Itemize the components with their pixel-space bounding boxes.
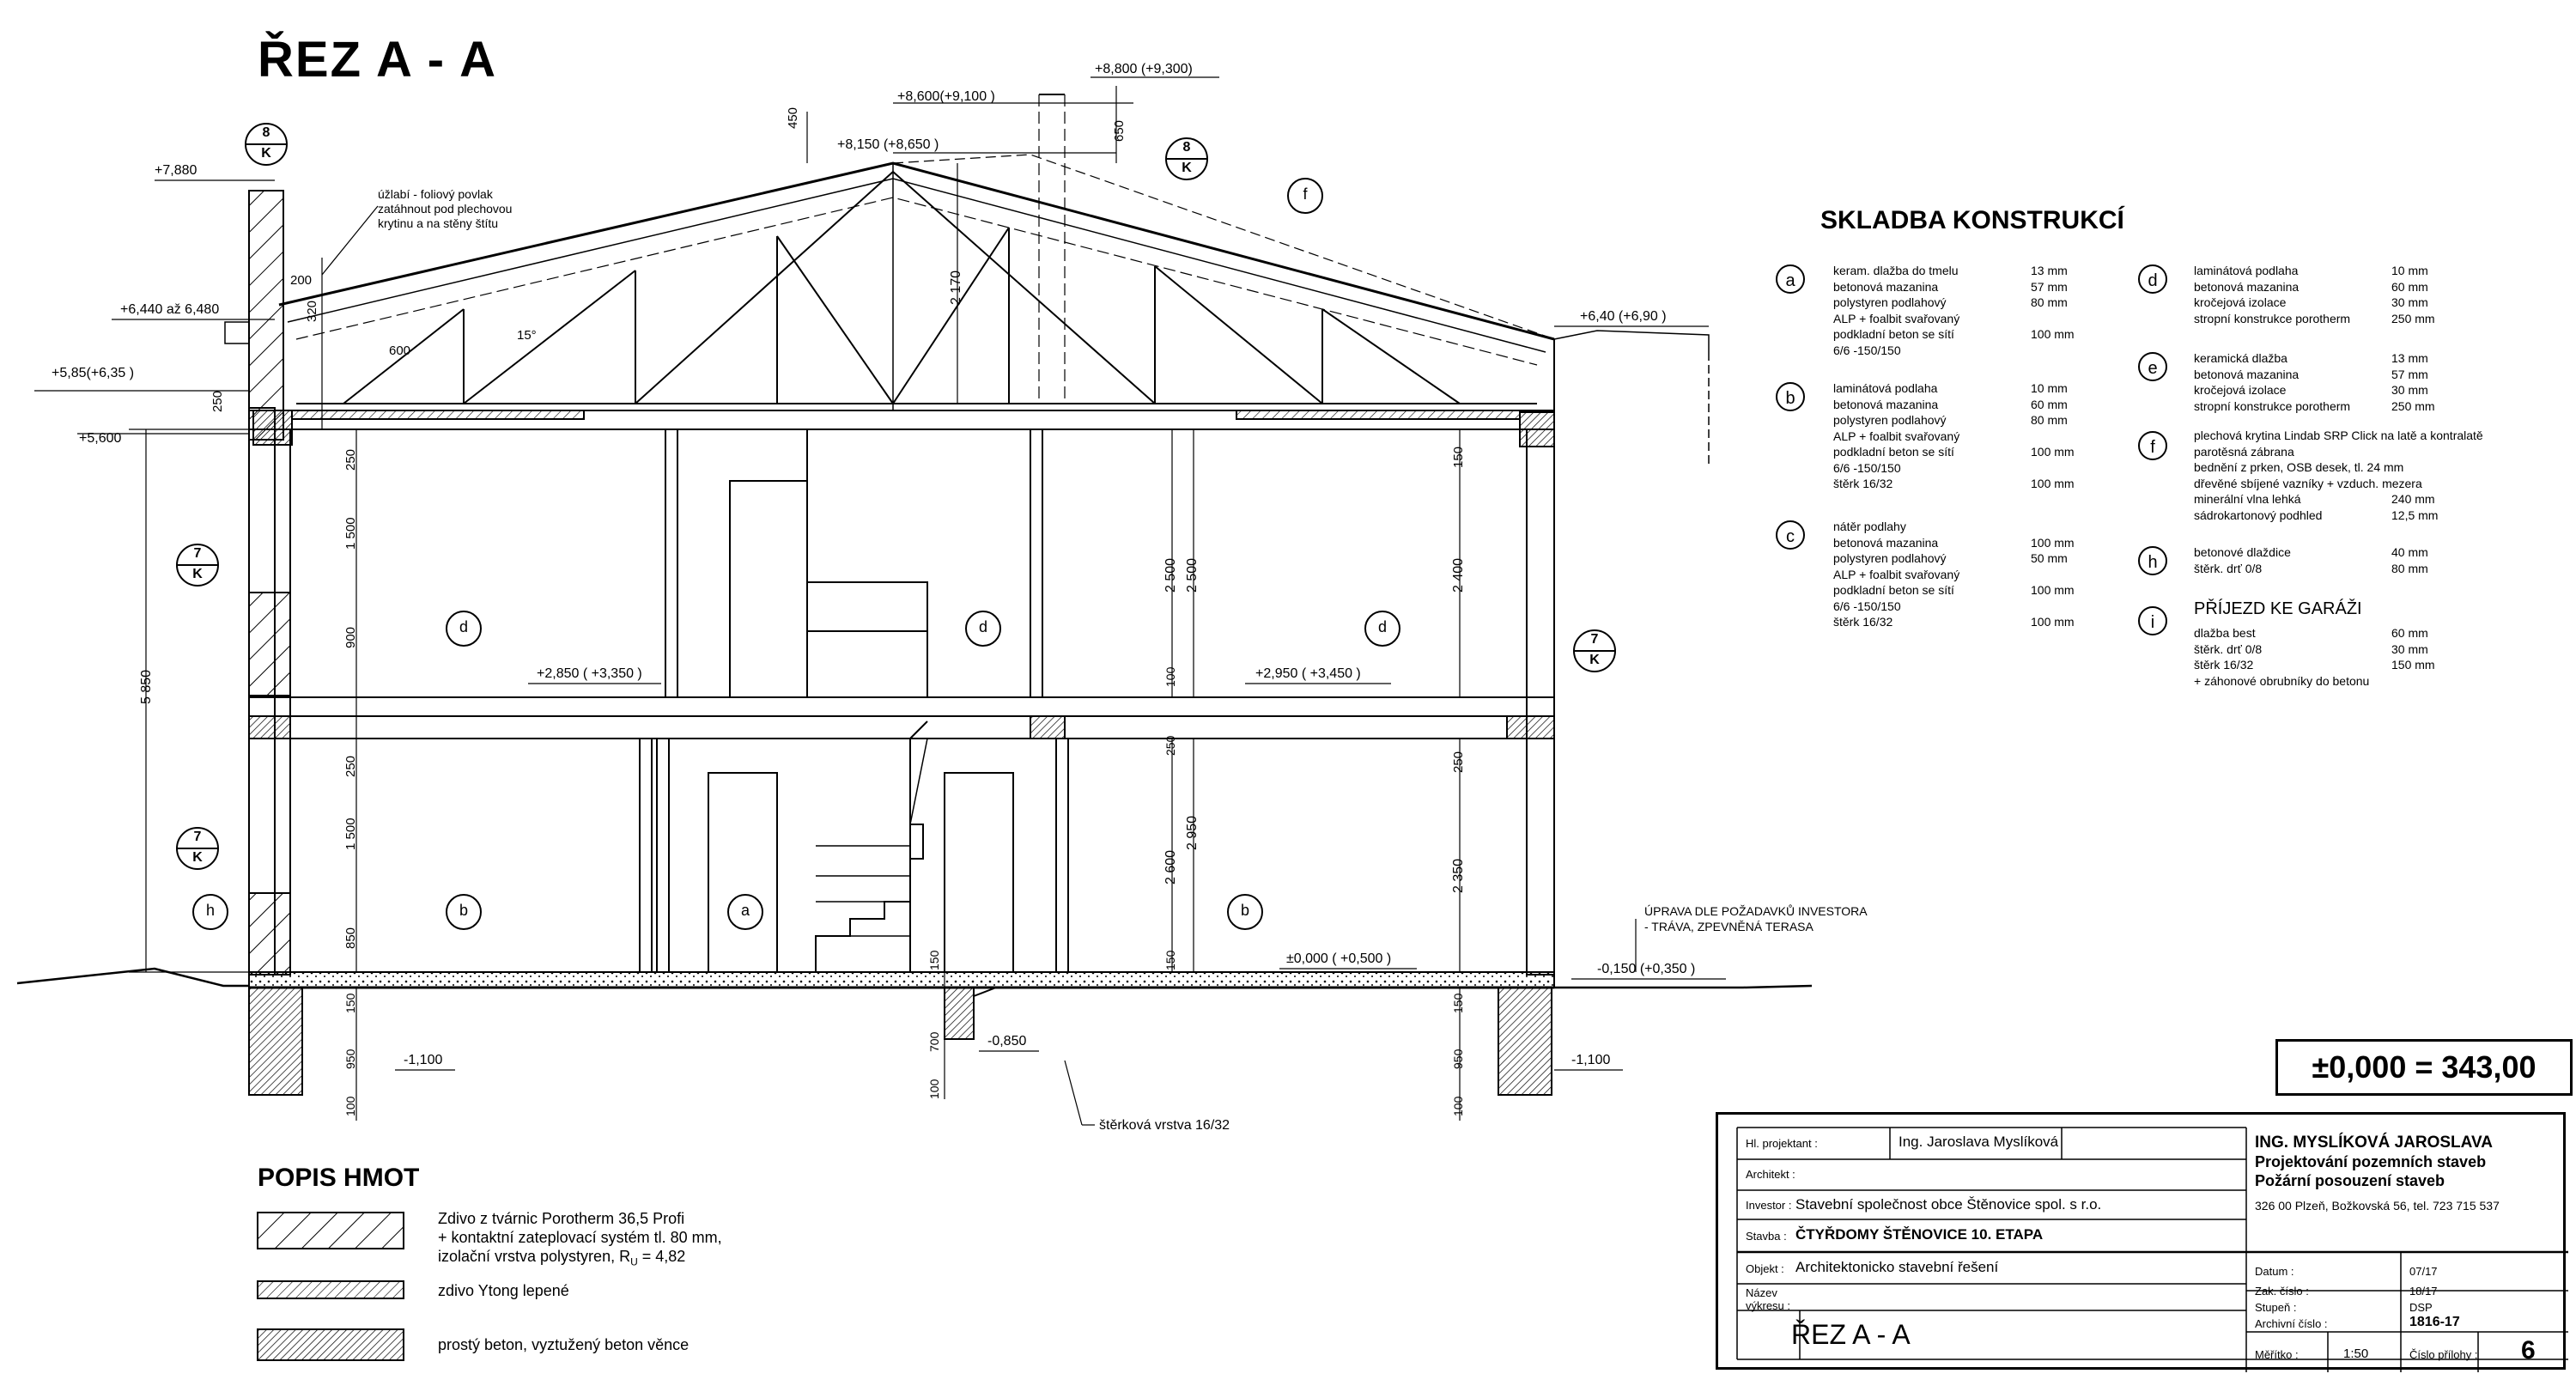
section-mark-2-num: 8 <box>1182 140 1191 155</box>
sk-block-c: nátěr podlahy betonová mazanina 100 mm polystyren podlahový 50 mm ALP + foalbit svařovaný podkladní beton se sítí 100 mm 6/6 -150/150 štěrk 16/32 100 mm <box>1833 520 2075 629</box>
archiv-value: 1816-17 <box>2409 1315 2460 1329</box>
objekt-label: Objekt : <box>1746 1262 1784 1275</box>
sk-tag-i: i <box>2138 606 2167 635</box>
level-floor1: ±0,000 ( +0,500 ) <box>1286 951 1392 966</box>
stupen-value: DSP <box>2409 1301 2433 1314</box>
nazev-label: Název výkresu : <box>1746 1286 1791 1312</box>
dim-2500-b: 2 500 <box>1185 557 1200 593</box>
dim-150-r: 150 <box>1451 446 1466 468</box>
level-chimney-top: +8,800 (+9,300) <box>1095 62 1193 76</box>
wall-left-lower-hatch <box>249 893 290 975</box>
dim-150-l: 150 <box>343 993 357 1013</box>
sk-heading-i: PŘÍJEZD KE GARÁŽI <box>2194 599 2362 618</box>
terrain-left <box>17 969 249 986</box>
section-mark-3-letter: K <box>192 567 203 581</box>
stair <box>816 824 923 972</box>
dim-2170: 2 170 <box>949 270 963 305</box>
dim-850: 850 <box>343 927 358 949</box>
wall-left-upper-hatch <box>249 593 290 696</box>
room-tag-a: a <box>740 902 750 919</box>
dim-600: 600 <box>389 343 411 358</box>
door-lower-1 <box>708 773 777 972</box>
note-gravel: štěrková vrstva 16/32 <box>1099 1118 1230 1133</box>
level-reference: ±0,000 = 343,00 <box>2275 1039 2573 1096</box>
dim-250-chimney: 250 <box>210 390 225 412</box>
room-tag-f: f <box>1303 185 1308 203</box>
zak-label: Zak. číslo : <box>2255 1285 2309 1298</box>
objekt-value: Architektonicko stavební řešení <box>1795 1259 1999 1275</box>
level-found-left: -1,100 <box>404 1053 443 1067</box>
stair-rail-upper <box>807 582 927 697</box>
level-floor2-left: +2,850 ( +3,350 ) <box>537 666 642 681</box>
dim-150-mid: 150 <box>1163 950 1177 970</box>
level-6440: +6,440 až 6,480 <box>120 302 220 317</box>
meritko-value: 1:50 <box>2343 1346 2369 1361</box>
section-mark-4-letter: K <box>192 850 203 865</box>
dim-150-r2: 150 <box>1451 993 1465 1013</box>
legend-swatch-porotherm <box>258 1213 404 1249</box>
dim-angle: 15° <box>517 328 537 343</box>
sk-tag-h: h <box>2138 546 2167 575</box>
sk-tag-d: d <box>2138 264 2167 294</box>
sk-block-b: laminátová podlaha 10 mm betonová mazanina 60 mm polystyren podlahový 80 mm ALP + foalbit svařovaný podkladní beton se sítí 100 mm 6/6 -150/150 štěrk 16/32 100 mm <box>1833 381 2075 490</box>
sk-tag-f: f <box>2138 431 2167 460</box>
investor-value: Stavební společnost obce Štěnovice spol. s r.o. <box>1795 1196 2102 1213</box>
level-found-mid: -0,850 <box>987 1034 1027 1049</box>
hl-projektant-label: Hl. projektant : <box>1746 1137 1818 1150</box>
sk-block-d: laminátová podlaha 10 mm betonová mazanina 60 mm kročejová izolace 30 mm stropní konstrukce porotherm 250 mm <box>2194 264 2435 325</box>
archiv-label: Archivní číslo : <box>2255 1317 2328 1330</box>
room-tags <box>193 179 1400 929</box>
hl-projektant-value: Ing. Jaroslava Myslíková <box>1899 1134 2059 1150</box>
sk-tag-a: a <box>1776 264 1805 294</box>
sk-block-h: betonové dlaždice 40 mm štěrk. drť 0/8 80 mm <box>2194 545 2428 575</box>
legend-item-porotherm: Zdivo z tvárnic Porotherm 36,5 Profi + kontaktní zateplovací systém tl. 80 mm, izolační vrstva polystyren, $R_U = 4,82$ <box>438 1210 722 1268</box>
legend-swatch-concrete <box>258 1329 404 1360</box>
level-found-right: -1,100 <box>1571 1053 1611 1067</box>
level-roof-top: +8,600(+9,100 ) <box>897 89 995 104</box>
ground-slab <box>249 972 1554 988</box>
dim-2400: 2 400 <box>1451 557 1466 593</box>
drawing-title: ŘEZ A - A <box>258 32 497 88</box>
foundation-right <box>1498 988 1552 1095</box>
section-mark-2-letter: K <box>1182 161 1192 175</box>
chimney-left <box>249 191 283 440</box>
firm-line1: Projektování pozemních staveb <box>2255 1153 2487 1170</box>
sk-block-e: keramická dlažba 13 mm betonová mazanina 57 mm kročejová izolace 30 mm stropní konstrukce porotherm 250 mm <box>2194 351 2435 413</box>
level-585: +5,85(+6,35 ) <box>52 366 135 380</box>
legend-item-concrete: prostý beton, vyztužený beton věnce <box>438 1336 690 1353</box>
section-mark-1-num: 8 <box>262 125 270 140</box>
priloha-label: Číslo přílohy : <box>2409 1348 2478 1361</box>
firm-line2: Požární posouzení staveb <box>2255 1172 2445 1189</box>
wall-lower-1 <box>640 739 652 972</box>
dim-900: 900 <box>343 626 358 648</box>
dim-250-u1: 250 <box>343 448 358 471</box>
sk-block-a: keram. dlažba do tmelu 13 mm betonová mazanina 57 mm polystyren podlahový 80 mm ALP + foalbit svařovaný podkladní beton se sítí 100 mm 6/6 -150/150 <box>1833 264 2075 357</box>
level-floor2-right: +2,950 ( +3,450 ) <box>1255 666 1361 681</box>
note-terrace: ÚPRAVA DLE POŽADAVKŮ INVESTORA - TRÁVA, ZPEVNĚNÁ TERASA <box>1644 904 1868 933</box>
room-tag-d1: d <box>459 618 468 635</box>
dim-950-r: 950 <box>1451 1049 1465 1069</box>
note-foil: úžlabí - foliový povlak zatáhnout pod plechovou krytinu a na stěny štítu <box>378 187 513 230</box>
sk-block-i: dlažba best 60 mm štěrk. drť 0/8 30 mm štěrk 16/32 150 mm + záhonové obrubníky do betonu <box>2194 626 2435 688</box>
datum-value: 07/17 <box>2409 1265 2438 1278</box>
dim-950-l: 950 <box>343 1049 357 1069</box>
firm-name: ING. MYSLÍKOVÁ JAROSLAVA <box>2255 1134 2493 1152</box>
terrain-right <box>1546 986 1812 988</box>
legend-swatches <box>258 1213 404 1360</box>
level-7880: +7,880 <box>155 163 197 178</box>
legend-item-ytong: zdivo Ytong lepené <box>438 1282 569 1299</box>
dim-100-stair: 100 <box>927 1079 941 1099</box>
dim-100-mid: 100 <box>1163 666 1177 687</box>
sk-block-f: plechová krytina Lindab SRP Click na latě a kontralatě parotěsná zábrana bednění z prken, OSB desek, tl. 24 mm dřevěné sbíjené vazníky + vzduch. mezera minerální vlna lehká 240 mm sádrokartonový podhled 12,5 mm <box>2194 429 2483 522</box>
dim-250-mid: 250 <box>1163 735 1177 756</box>
section-mark-4-num: 7 <box>193 830 202 844</box>
legend-title: POPIS HMOT <box>258 1164 420 1192</box>
meritko-label: Měřítko : <box>2255 1348 2299 1361</box>
wall-lower-2 <box>657 739 669 972</box>
dim-320: 320 <box>305 300 319 322</box>
dim-1500-u: 1 500 <box>343 517 358 550</box>
dim-2500-a: 2 500 <box>1163 557 1178 593</box>
wall-right <box>1527 429 1554 975</box>
dim-450: 450 <box>786 106 800 129</box>
skladba-title: SKLADBA KONSTRUKCÍ <box>1820 206 2124 234</box>
level-5600: +5,600 <box>79 431 122 446</box>
datum-label: Datum : <box>2255 1265 2294 1278</box>
dim-1500-l: 1 500 <box>343 818 358 850</box>
wall-upper-1 <box>665 429 677 697</box>
dim-250-l1: 250 <box>343 755 358 777</box>
nazev-value: ŘEZ A - A <box>1791 1319 1911 1350</box>
slab-floor1-left <box>249 697 1554 716</box>
sk-tag-c: c <box>1776 520 1805 550</box>
sk-tag-e: e <box>2138 352 2167 381</box>
room-tag-b2: b <box>1240 902 1249 919</box>
dim-200: 200 <box>290 273 313 288</box>
dim-150-stair: 150 <box>927 950 941 970</box>
foundation-mid <box>945 988 974 1039</box>
dim-250-r: 250 <box>1451 751 1466 773</box>
room-tag-d3: d <box>1377 618 1387 635</box>
level-terrace: -0,150 (+0,350 ) <box>1597 962 1696 976</box>
level-ridge: +8,150 (+8,650 ) <box>837 137 939 152</box>
investor-label: Investor : <box>1746 1199 1792 1212</box>
wall-upper-2 <box>1030 429 1042 697</box>
stavba-label: Stavba : <box>1746 1230 1787 1243</box>
section-mark-5-num: 7 <box>1590 632 1599 647</box>
dim-700: 700 <box>927 1031 941 1052</box>
dim-5850: 5 850 <box>139 669 154 704</box>
priloha-value: 6 <box>2521 1336 2536 1365</box>
dim-100-l: 100 <box>343 1096 357 1116</box>
room-tag-h: h <box>205 902 215 919</box>
structure <box>17 94 1812 1095</box>
sk-tag-b: b <box>1776 382 1805 411</box>
section-mark-3-num: 7 <box>193 546 202 561</box>
door-lower-2 <box>945 773 1013 972</box>
dim-2350: 2 350 <box>1451 858 1466 893</box>
stavba-value: ČTYŘDOMY ŠTĚNOVICE 10. ETAPA <box>1795 1226 2044 1243</box>
architekt-label: Architekt : <box>1746 1168 1795 1181</box>
stupen-label: Stupeň : <box>2255 1301 2297 1314</box>
room-tag-d2: d <box>978 618 987 635</box>
section-mark-1-letter: K <box>261 146 271 161</box>
firm-address: 326 00 Plzeň, Božkovská 56, tel. 723 715 537 <box>2255 1199 2500 1213</box>
level-right-640: +6,40 (+6,90 ) <box>1580 309 1667 324</box>
dim-2600: 2 600 <box>1163 849 1178 884</box>
wall-lower-3 <box>1056 739 1068 972</box>
section-mark-5-letter: K <box>1589 653 1600 667</box>
foundation-left <box>249 988 302 1095</box>
room-tag-b1: b <box>459 902 468 919</box>
door-upper <box>730 481 807 697</box>
dim-2950: 2 950 <box>1185 815 1200 850</box>
zak-value: 18/17 <box>2409 1285 2438 1298</box>
title-block <box>1716 1112 2566 1370</box>
dim-100-r: 100 <box>1451 1096 1465 1116</box>
section-markers <box>177 124 1615 869</box>
dim-650: 650 <box>1112 119 1127 142</box>
legend-swatch-ytong <box>258 1281 404 1298</box>
